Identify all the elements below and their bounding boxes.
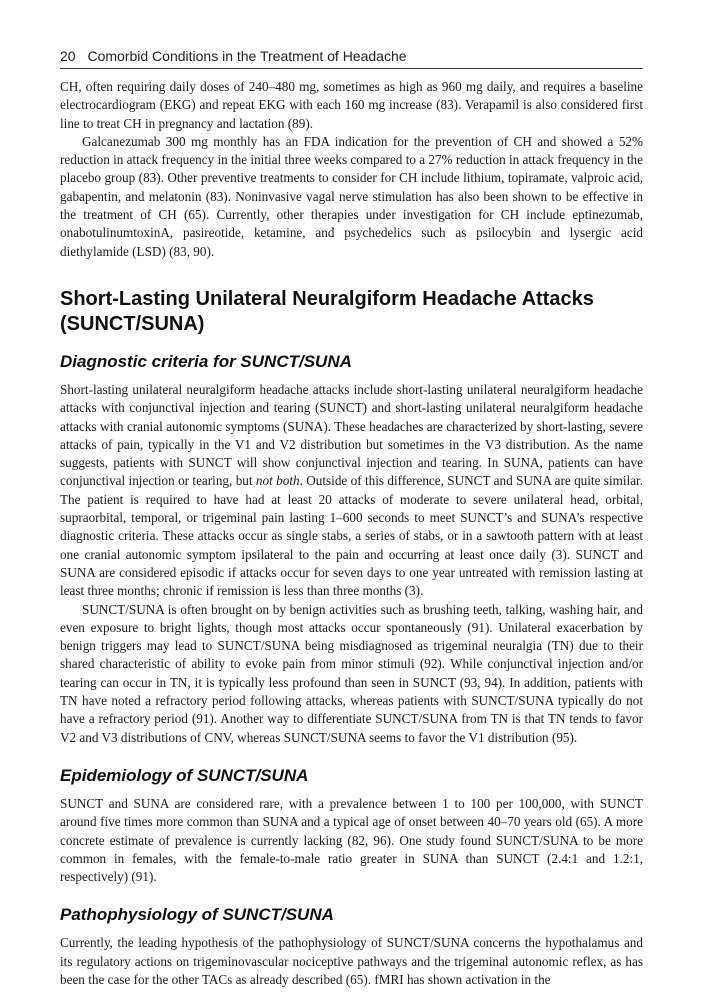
section-title: Short-Lasting Unilateral Neuralgiform Headache Attacks (SUNCT/SUNA)	[60, 287, 594, 335]
paragraph: Short-lasting unilateral neuralgiform headache attacks include short-lasting unilateral neuralgiform headache attacks with conjunctival injection and tearing (SUNCT) and short-lasting unilateral neuralgiform headache attacks with cranial autonomic symptoms (SUNA). These headaches are characterized by short-lasting, severe attacks of pain, typically in the V1 and V2 distribution but sometimes in the V3 distribution. As the name suggests, patients with SUNCT will show conjunctival injection and tearing. In SUNA, patients can have conjunctival injection or tearing, but not both. Outside of this difference, SUNCT and SUNA are quite similar. The patient is required to have had at least 20 attacks of moderate to severe unilateral head, orbital, supraorbital, temporal, or trigeminal pain lasting 1–600 seconds to meet SUNCT’s and SUNA’s respective diagnostic criteria. These attacks occur as single stabs, a series of stabs, or in a sawtooth pattern with at least one cranial autonomic symptom ipsilateral to the pain and occurring at least once daily (3). SUNCT and SUNA are considered episodic if attacks occur for seven days to one year untreated with remission lasting at least three months; chronic if remission is less than three months (3).	[60, 381, 644, 599]
subsection-heading-pathophysiology: Pathophysiology of SUNCT/SUNA	[60, 905, 334, 925]
paragraph: SUNCT/SUNA is often brought on by benign activities such as brushing teeth, talking, washing hair, and even exposure to bright lights, though most attacks occur spontaneously (91). Unilateral exacerbation by benign triggers may lead to SUNCT/SUNA being misdiagnosed as trigeminal neuralgia (TN) due to their shared characteristic of ability to evoke pain from minor stimuli (92). While conjunctival injection and/or tearing can occur in TN, it is typically less profound than seen in SUNCT (93, 94). In addition, patients with TN have noted a refractory period following attacks, whereas patients with SUNCT/SUNA typically do not have a refractory period (91). Another way to differentiate SUNCT/SUNA from TN is that TN tends to favor V2 and V3 distributions of CNV, whereas SUNCT/SUNA seems to favor the V1 distribution (95).	[60, 601, 643, 745]
running-header	[60, 46, 643, 69]
emphasis: not both	[255, 473, 300, 489]
paragraph: Currently, the leading hypothesis of the pathophysiology of SUNCT/SUNA concerns the hypothalamus and its regulatory actions on trigeminovascular nociceptive pathways and the trigeminal autonomic reflex, as has been the case for the other TACs as already described (65). fMRI has shown activation in the	[60, 935, 643, 987]
paragraph: CH, often requiring daily doses of 240–480 mg, sometimes as high as 960 mg daily, and requires a baseline electrocardiogram (EKG) and repeat EKG with each 160 mg increase (83). Verapamil is also considered first line to treat CH in pregnancy and lactation (89).	[60, 79, 643, 131]
page-number: 20	[60, 48, 76, 64]
paragraph: Galcanezumab 300 mg monthly has an FDA indication for the prevention of CH and showed a 52% reduction in attack frequency in the initial three weeks compared to a 27% reduction in attack frequency in the placebo group (83). Other preventive treatments to consider for CH include lithium, topiramate, valproic acid, gabapentin, and melatonin (83). Noninvasive vagal nerve stimulation has also been shown to be effective in the treatment of CH (65). Currently, other therapies under investigation for CH include eptinezumab, onabotulinumtoxinA, pasireotide, ketamine, and psychedelics such as psilocybin and lysergic acid diethylamide (LSD) (83, 90).	[60, 133, 643, 259]
subsection-heading-epidemiology: Epidemiology of SUNCT/SUNA	[60, 765, 309, 785]
running-title: Comorbid Conditions in the Treatment of Headache	[87, 48, 407, 64]
subsection-heading-diagnostic: Diagnostic criteria for SUNCT/SUNA	[60, 351, 352, 371]
body-content	[60, 78, 643, 989]
paragraph: SUNCT and SUNA are considered rare, with a prevalence between 1 to 100 per 100,000, with SUNCT around five times more common than SUNA and a typical age of onset between 40–70 years old (65). A more concrete estimate of prevalence is currently lacking (82, 96). One study found SUNCT/SUNA to be more common in females, with the female-to-male ratio greater in SUNA than SUNCT (2.4:1 and 1.2:1, respectively) (91).	[60, 795, 643, 885]
